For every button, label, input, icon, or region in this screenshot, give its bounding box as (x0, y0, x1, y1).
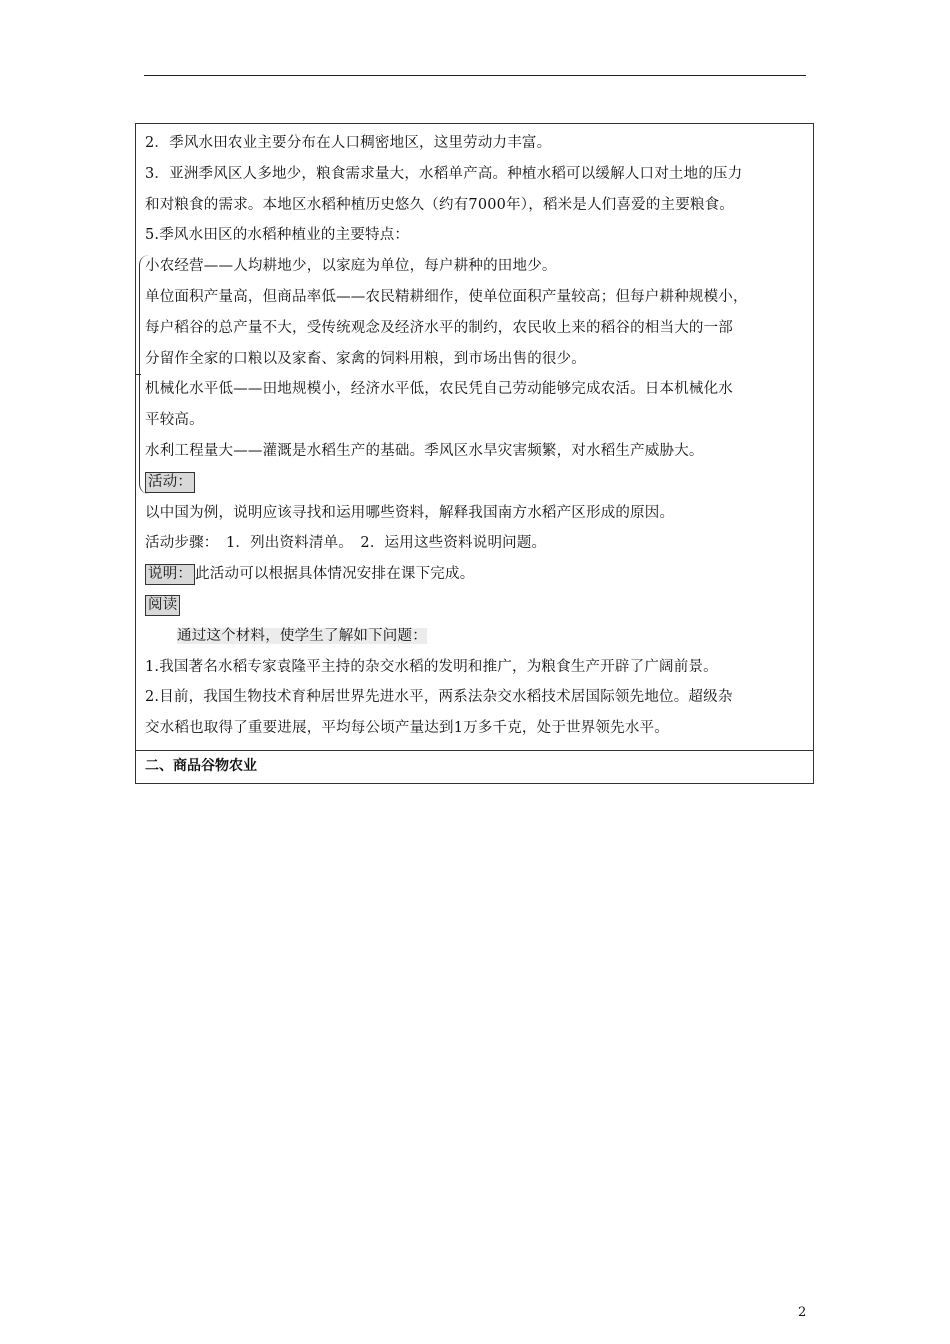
feature-line: 小农经营——人均耕地少，以家庭为单位，每户耕种的田地少。 (145, 258, 557, 275)
read-intro: 通过这个材料，使学生了解如下问题： (177, 627, 427, 644)
feature-line: 分留作全家的口粮以及家畜、家禽的饲料用粮，到市场出售的很少。 (145, 350, 586, 367)
feature-line: 平较高。 (145, 412, 204, 429)
reading-line: 2.目前，我国生物技术育种居世界先进水平，两系法杂交水稻技术居国际领先地位。超级杂 (145, 689, 733, 706)
reading-line: 交水稻也取得了重要进展，平均每公顷产量达到1万多千克，处于世界领先水平。 (145, 720, 669, 737)
note-text: 此活动可以根据具体情况安排在课下完成。 (195, 566, 475, 583)
note-line (145, 559, 804, 590)
header-rule (144, 75, 806, 76)
main-cell (136, 124, 813, 750)
feature-line: 单位面积产量高，但商品率低——农民精耕细作，使单位面积产量较高；但每户耕种规模小， (145, 288, 748, 305)
note-label: 说明： (145, 564, 195, 585)
reading-line: 1.我国著名水稻专家袁隆平主持的杂交水稻的发明和推广，为粮食生产开辟了广阔前景。 (145, 658, 718, 675)
feature-line: 机械化水平低——田地规模小，经济水平低，农民凭自己劳动能够完成农活。日本机械化水 (145, 381, 733, 398)
text-line: 5.季风水田区的水稻种植业的主要特点： (145, 227, 410, 244)
read-label: 阅读 (145, 595, 180, 616)
read-label-line (145, 590, 804, 621)
activity-text: 以中国为例，说明应该寻找和运用哪些资料，解释我国南方水稻产区形成的原因。 (145, 504, 675, 521)
text-line: 3．亚洲季风区人多地少，粮食需求量大，水稻单产高。种植水稻可以缓解人口对土地的压力 (145, 165, 743, 182)
activity-steps: 活动步骤： 1．列出资料清单。 2．运用这些资料说明问题。 (145, 535, 547, 552)
text-line: 2．季风水田农业主要分布在人口稠密地区，这里劳动力丰富。 (145, 135, 552, 151)
section-heading: 二、商品谷物农业 (136, 750, 813, 783)
page-number: 2 (798, 1305, 807, 1320)
read-intro-line (145, 621, 804, 652)
brace-tip (135, 374, 141, 375)
text-line: 和对粮食的需求。本地区水稻种植历史悠久（约有7000年），稻米是人们喜爱的主要粮食。 (145, 196, 735, 213)
features-group (145, 251, 804, 497)
feature-line: 水利工程量大——灌溉是水稻生产的基础。季风区水旱灾害频繁，对水稻生产威胁大。 (145, 442, 704, 459)
activity-label: 活动： (145, 472, 195, 493)
activity-label-line (145, 467, 804, 498)
content-table (135, 123, 814, 784)
feature-line: 每户稻谷的总产量不大，受传统观念及经济水平的制约，农民收上来的稻谷的相当大的一部 (145, 319, 733, 336)
